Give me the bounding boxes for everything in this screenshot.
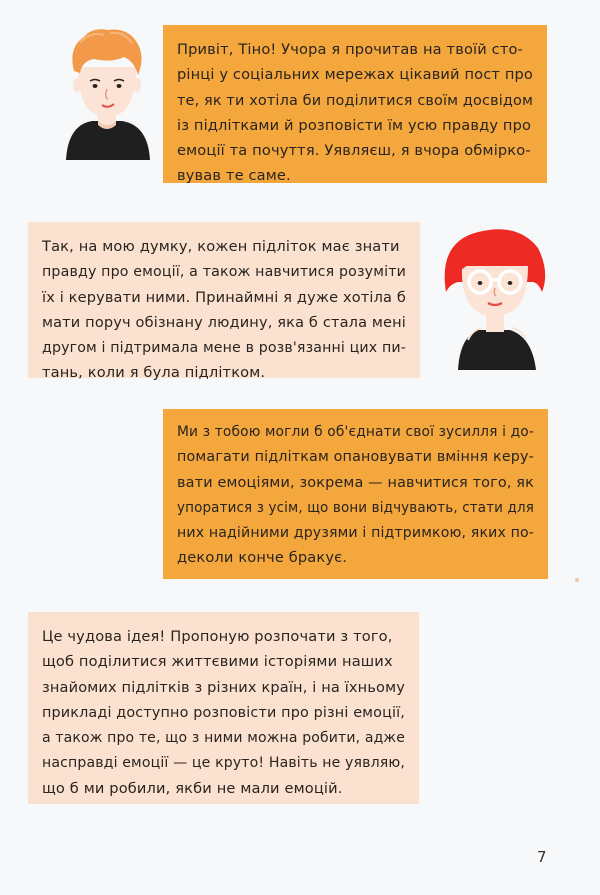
bubble-line: упоратися з усім, що вони відчувають, стати для <box>177 498 534 516</box>
bubble-line: що б ми робили, якби не мали емоцій. <box>42 779 343 797</box>
bubble-line: Привіт, Тіно! Учора я прочитав на твоїй сто- <box>177 41 523 58</box>
bubble-line: помагати підліткам опановувати вміння керу- <box>177 448 534 466</box>
bubble-line: їх і керувати ними. Принаймні я дуже хотіла б <box>42 288 406 306</box>
bubble-line: щоб поділитися життєвими історіями наших <box>42 653 393 671</box>
bubble-line: емоції та почуття. Уявляєш, я вчора обмірко- <box>177 142 531 160</box>
bubble-line: прикладі доступно розповісти про різні емоції, <box>42 703 405 721</box>
speech-bubble-girl-idea <box>28 612 419 804</box>
boy-avatar-icon <box>62 25 152 160</box>
speech-bubble-girl-reply <box>28 222 420 382</box>
bubble-line: рінці у соціальних мережах цікавий пост про <box>177 66 533 84</box>
bubble-line: насправді емоції — це круто! Навіть не уявляю, <box>42 754 405 772</box>
bubble-line: а також про те, що з ними можна робити, адже <box>42 729 405 747</box>
bubble-line: них надійними друзями і підтримкою, яких по- <box>177 524 534 542</box>
bubble-line: знайомих підлітків з різних країн, і на їхньому <box>42 678 405 696</box>
girl-avatar-icon <box>438 222 548 370</box>
bubble-line: правду про емоції, а також навчитися розуміти <box>42 263 406 281</box>
print-speck <box>575 578 579 582</box>
bubble-line: деколи конче бракує. <box>177 549 348 567</box>
bubble-line: мати поруч обізнану людину, яка б стала мені <box>42 313 406 331</box>
bubble-line: Це чудова ідея! Пропоную розпочати з того, <box>42 628 393 645</box>
page-number: 7 <box>537 848 547 866</box>
speech-bubble-boy-greeting <box>163 25 547 183</box>
bubble-line: вати емоціями, зокрема — навчитися того, як <box>177 473 534 491</box>
bubble-line: те, як ти хотіла би поділитися своїм досвідом <box>177 91 533 109</box>
bubble-line: вував те саме. <box>177 167 291 185</box>
bubble-line: Ми з тобою могли б об'єднати свої зусилля і до- <box>177 423 534 440</box>
bubble-line: Так, на мою думку, кожен підліток має знати <box>42 238 400 255</box>
speech-bubble-boy-proposal <box>163 409 548 579</box>
bubble-line: тань, коли я була підлітком. <box>42 364 266 382</box>
bubble-line: другом і підтримала мене в розв'язанні цих пи- <box>42 339 406 357</box>
bubble-line: із підлітками й розповісти їм усю правду про <box>177 116 532 134</box>
